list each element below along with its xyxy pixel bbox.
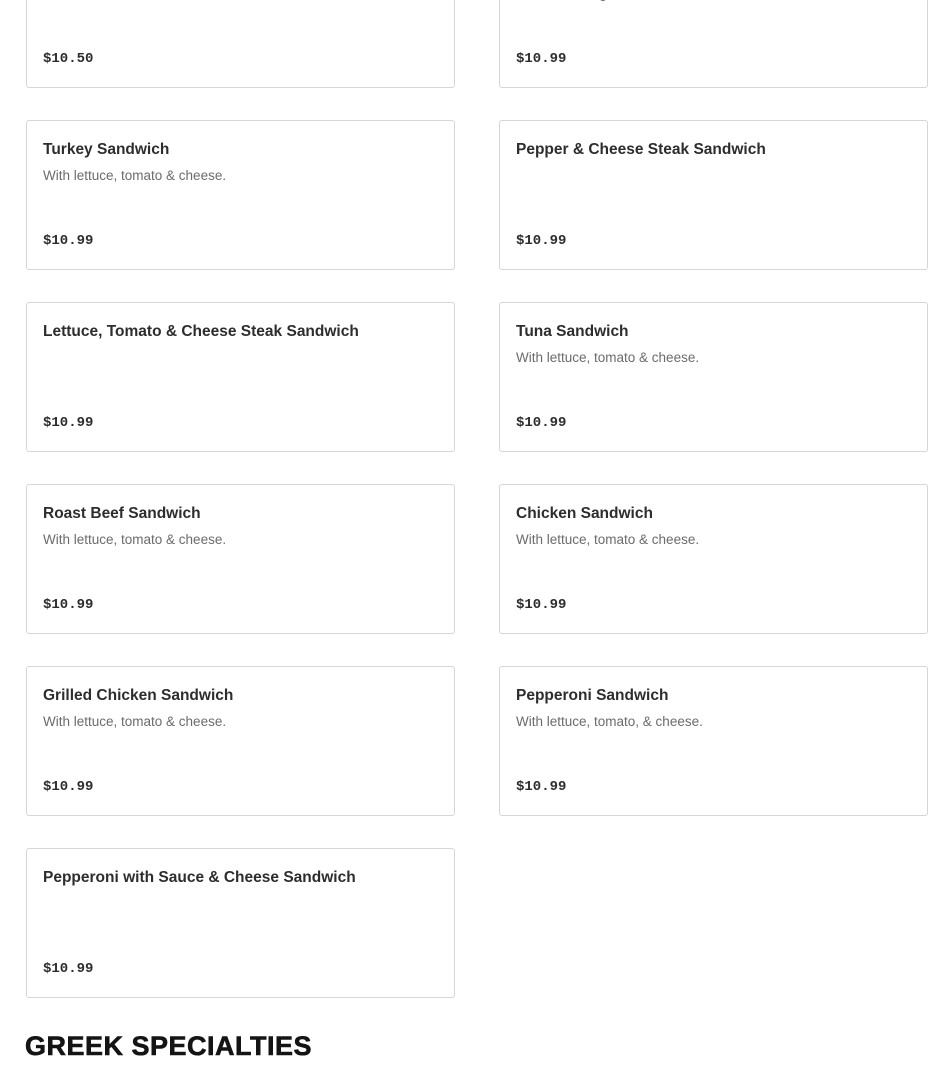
menu-item-price: $10.99 <box>43 415 94 431</box>
menu-item-name: Turkey Sandwich <box>43 141 170 158</box>
menu-item-card[interactable] <box>26 848 455 998</box>
menu-item-card[interactable] <box>499 302 928 452</box>
menu-item-card[interactable] <box>26 666 455 816</box>
menu-item-card[interactable] <box>499 0 928 88</box>
menu-item-price: $10.50 <box>43 51 94 67</box>
menu-item-description: With lettuce, tomato, & cheese. <box>516 714 703 729</box>
menu-item-price: $10.99 <box>43 597 94 613</box>
menu-item-description: With lettuce, tomato & cheese. <box>516 532 700 547</box>
menu-item-card[interactable] <box>26 484 455 634</box>
menu-item-card[interactable] <box>499 666 928 816</box>
menu-item-price: $10.99 <box>516 779 567 795</box>
menu-item-name: Lettuce, Tomato & Cheese Steak Sandwich <box>43 323 359 340</box>
menu-item-name: Tuna Sandwich <box>516 323 629 340</box>
menu-item-name: Roast Beef Sandwich <box>43 505 201 522</box>
menu-item-price: $10.99 <box>43 779 94 795</box>
menu-item-card[interactable] <box>26 302 455 452</box>
menu-item-price: $10.99 <box>43 961 94 977</box>
menu-item-grid <box>26 0 928 998</box>
menu-item-name: Pepperoni Sandwich <box>516 687 669 704</box>
menu-item-description: With lettuce, tomato & cheese. <box>43 168 227 183</box>
menu-item-card[interactable] <box>499 484 928 634</box>
menu-item-price: $10.99 <box>516 415 567 431</box>
menu-item-price: $10.99 <box>516 233 567 249</box>
menu-item-description <box>516 0 911 4</box>
menu-item-name: Pepperoni with Sauce & Cheese Sandwich <box>43 869 356 886</box>
menu-item-card[interactable] <box>499 120 928 270</box>
menu-item-price: $10.99 <box>516 597 567 613</box>
section-heading: GREEK SPECIALTIES <box>25 1031 313 1061</box>
menu-item-description: With lettuce, tomato & cheese. <box>516 350 700 365</box>
menu-item-description: With lettuce, tomato & cheese. <box>43 714 227 729</box>
menu-item-card[interactable] <box>26 120 455 270</box>
menu-item-description: With lettuce, tomato & cheese. <box>43 532 227 547</box>
menu-item-name: Pepper & Cheese Steak Sandwich <box>516 141 766 158</box>
menu-item-name: Chicken Sandwich <box>516 505 653 522</box>
menu-item-card[interactable] <box>26 0 455 88</box>
menu-item-price: $10.99 <box>516 51 567 67</box>
menu-item-price: $10.99 <box>43 233 94 249</box>
menu-item-name: Grilled Chicken Sandwich <box>43 687 234 704</box>
